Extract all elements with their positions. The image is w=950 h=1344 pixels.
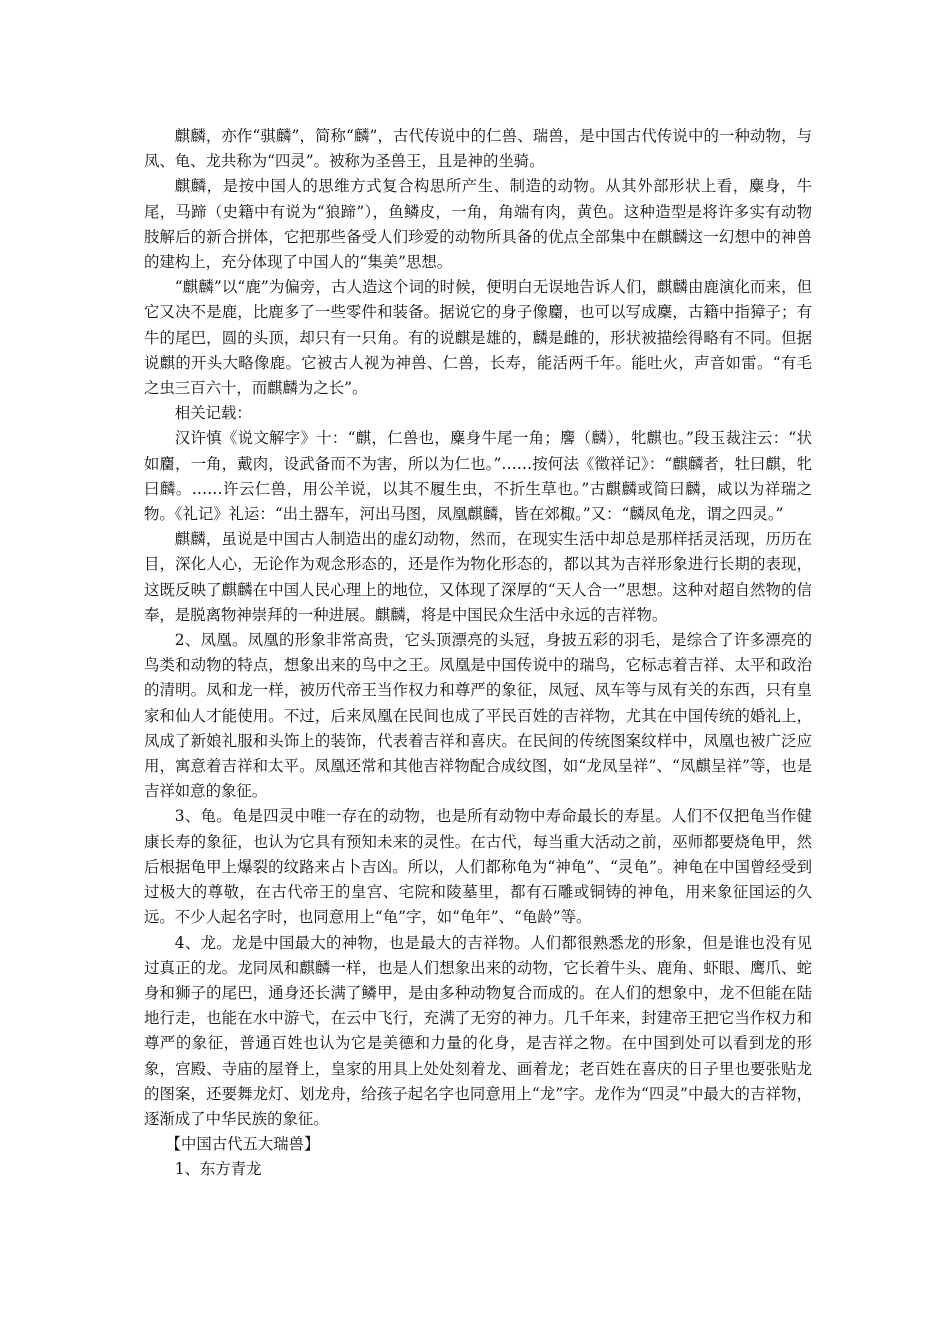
paragraph-turtle: 3、龟。龟是四灵中唯一存在的动物，也是所有动物中寿命最长的寿星。人们不仅把龟当作健康长寿的象征，也认为它具有预知未来的灵性。在古代，每当重大活动之前，巫师都要烧龟甲，然后根据龟甲上爆裂的纹路来占卜吉凶。所以，人们都称龟为“神龟”、“灵龟”。神龟在中国曾经受到过极大的尊敬，在古代帝王的皇宫、宅院和陵墓里，都有石雕或铜铸的神龟，用来象征国运的久远。不少人起名字时，也同意用上“龟”字，如“龟年”、“龟龄”等。 (144, 807, 812, 927)
paragraph-qilin-summary: 麒麟，虽说是中国古人制造出的虚幻动物，然而，在现实生活中却总是那样括灵活现，历历在目，深化人心，无论作为观念形态的，还是作为物化形态的，都以其为吉祥形象进行长期的表现，这既反映了麒麟在中国人民心理上的地位，又体现了深厚的“天人合一”思想。这种对超自然物的信奉，是脱离物神崇拜的一种进展。麒麟，将是中国民众生活中永远的吉祥物。 (144, 530, 812, 624)
paragraph-qilin-intro: 麒麟，亦作“骐麟”，简称“麟”，古代传说中的仁兽、瑞兽，是中国古代传说中的一种动物，与凤、龟、龙共称为“四灵”。被称为圣兽王，且是神的坐骑。 (144, 127, 812, 171)
document-page (144, 124, 812, 1183)
section-heading: 【中国古代五大瑞兽】 (165, 1135, 320, 1154)
paragraph-phoenix: 2、凤凰。凤凰的形象非常高贵，它头顶漂亮的头冠，身披五彩的羽毛，是综合了许多漂亮的鸟类和动物的特点，想象出来的鸟中之王。凤凰是中国传说中的瑞鸟，它标志着吉祥、太平和政治的清明。凤和龙一样，被历代帝王当作权力和尊严的象征，凤冠、凤车等与凤有关的东西，只有皇家和仙人才能使用。不过，后来凤凰在民间也成了平民百姓的吉祥物，尤其在中国传统的婚礼上，凤成了新娘礼服和头饰上的装饰，代表着吉祥和喜庆。在民间的传统图案纹样中，凤凰也被广泛应用，寓意着吉祥和太平。凤凰还常和其他吉祥物配合成纹图，如“龙凤呈祥”、“凤麒呈祥”等，也是吉祥如意的象征。 (144, 631, 812, 801)
paragraph-shuowen-quote: 汉许慎《说文解字》十：“麒，仁兽也，麋身牛尾一角；麐（麟），牝麒也。”段玉裁注云：“状如麕，一角，戴肉，设武备而不为害，所以为仁也。”……按何法《徵祥记》：“麒麟者，牡曰麒，牝曰麟。……许云仁兽，用公羊说，以其不履生虫，不折生草也。”古麒麟或简曰麟，咸以为祥瑞之物。《礼记》礼运：“出土器车，河出马图，凤凰麒麟，皆在郊棷。”又：“麟凤龟龙，谓之四灵。” (144, 429, 812, 524)
paragraph-dragon: 4、龙。龙是中国最大的神物，也是最大的吉祥物。人们都很熟悉龙的形象，但是谁也没有见过真正的龙。龙同凤和麒麟一样，也是人们想象出来的动物，它长着牛头、鹿角、虾眼、鹰爪、蛇身和狮子的尾巴，通身还长满了鳞甲，是由多种动物复合而成的。在人们的想象中，龙不但能在陆地行走，也能在水中游弋，在云中飞行，充满了无穷的神力。几千年来，封建帝王把它当作权力和尊严的象征，普通百姓也认为它是美德和力量的化身，是吉祥之物。在中国到处可以看到龙的形象，宫殿、寺庙的屋脊上，皇家的用具上处处刻着龙、画着龙；老百姓在喜庆的日子里也要张贴龙的图案，还要舞龙灯、划龙舟，给孩子起名字也同意用上“龙”字。龙作为“四灵”中最大的吉祥物，逐渐成了中华民族的象征。 (144, 933, 812, 1128)
paragraph-qilin-form: 麒麟，是按中国人的思维方式复合构思所产生、制造的动物。从其外部形状上看，麋身，牛尾，马蹄（史籍中有说为“狼蹄”），鱼鳞皮，一角，角端有肉，黄色。这种造型是将许多实有动物肢解后的新合拼体，它把那些备受人们珍爱的动物所具备的优点全部集中在麒麟这一幻想中的神兽的建构上，充分体现了中国人的“集美”思想。 (144, 177, 812, 272)
paragraph-related-records-label: 相关记载： (174, 404, 252, 423)
list-item-azure-dragon: 1、东方青龙 (174, 1160, 262, 1179)
paragraph-qilin-deer: “麒麟”以“鹿”为偏旁，古人造这个词的时候，便明白无误地告诉人们，麒麟由鹿演化而来，但它又决不是鹿，比鹿多了一些零件和装备。据说它的身子像麕，也可以写成麇，古籍中指獐子；有牛的尾巴，圆的头顶，却只有一只角。有的说麒是雄的，麟是雌的，形状被描绘得略有不同。但据说麒的开头大略像鹿。它被古人视为神兽、仁兽，长寿，能活两千年。能吐火，声音如雷。“有毛之虫三百六十，而麒麟为之长”。 (144, 278, 812, 398)
